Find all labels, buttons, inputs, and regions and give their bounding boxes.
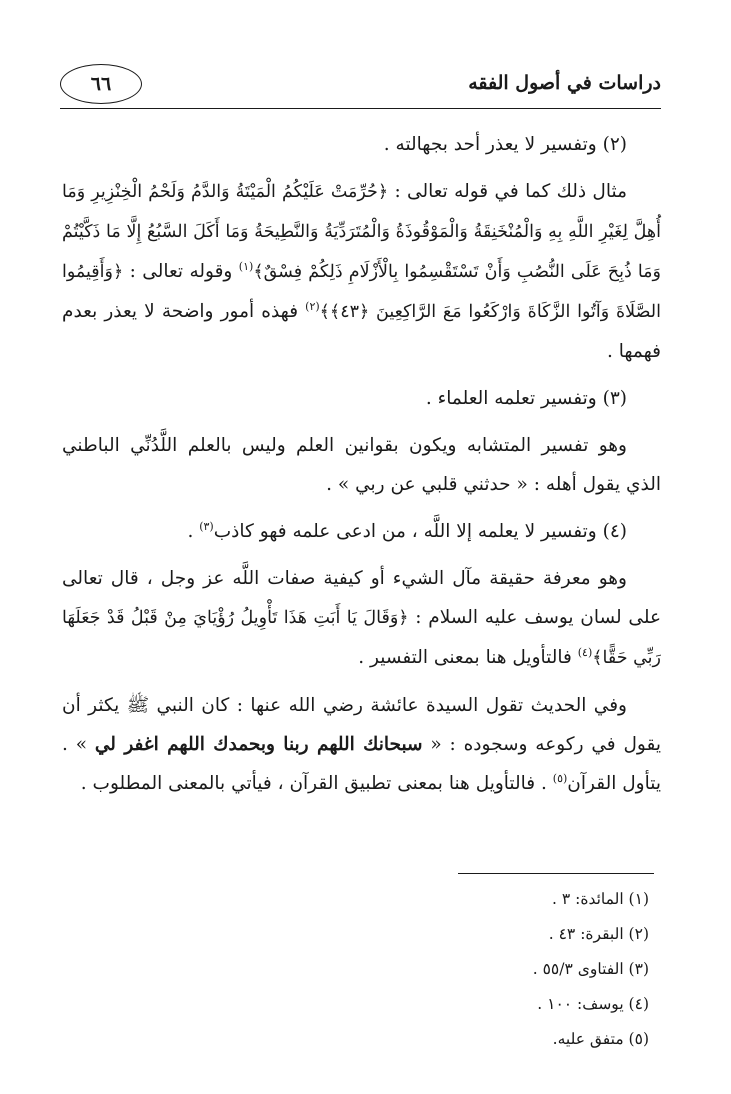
hadith-quote: سبحانك اللهم ربنا وبحمدك اللهم اغفر لي	[94, 734, 423, 755]
footnotes	[300, 882, 649, 1057]
page-header	[60, 60, 661, 108]
running-title: دراسات في أصول الفقه	[468, 72, 661, 94]
p6-intro: وهو معرفة حقيقة مآل الشيء أو كيفية صفات اللَّه عز وجل ، قال تعالى على لسان يوسف عليه السلام :	[62, 568, 661, 628]
p7-mid: » . يتأول القرآن	[62, 734, 661, 794]
p7-end: . فالتأويل هنا بمعنى تطبيق القرآن ، فيأتي بالمعنى المطلوب .	[80, 773, 553, 794]
footnote-4: (٤) يوسف: ١٠٠ .	[537, 995, 649, 1013]
p2-mid: وقوله تعالى :	[123, 261, 239, 282]
header-rule	[60, 108, 661, 109]
footnote-ref-5: (٥)	[552, 771, 568, 785]
p5-end: .	[187, 521, 200, 542]
paragraph-7	[62, 686, 661, 803]
footnote-ref-4: (٤)	[577, 645, 593, 659]
paragraph-4: وهو تفسير المتشابه ويكون بقوانين العلم وليس بالعلم اللَّدُنِّي الباطني الذي يقول أهله : « حدثني قلبي عن ربي » .	[62, 435, 661, 495]
footnote-2: (٢) البقرة: ٤٣ .	[548, 925, 649, 943]
page-number: ٦٦	[60, 64, 142, 104]
p7-intro: وفي الحديث تقول السيدة عائشة رضي الله عنها : كان النبي ﷺ يكثر أن يقول في ركوعه وسجوده : «	[62, 695, 661, 755]
footnote-5: (٥) متفق عليه.	[552, 1030, 649, 1048]
quran-verse-1: ﴿حُرِّمَتْ عَلَيْكُمُ الْمَيْتَةُ وَالدَّمُ وَلَحْمُ الْخِنْزِيرِ وَمَا أُهِلَّ لِغَيْرِ اللَّهِ بِهِ وَالْمُنْخَنِقَةُ وَالْمَوْقُوذَةُ وَالْمُتَرَدِّيَةُ وَالنَّطِيحَةُ وَمَا أَكَلَ السَّبُعُ إِلَّا مَا ذَكَّيْتُمْ وَمَا ذُبِحَ عَلَى النُّصُبِ وَأَنْ تَسْتَقْسِمُوا بِالْأَزْلَامِ ذَلِكُمْ فِسْقٌ﴾	[62, 182, 661, 282]
footnote-rule	[458, 873, 654, 874]
footnote-3: (٣) الفتاوى ٥٥/٣ .	[532, 960, 649, 978]
p6-end: فالتأويل هنا بمعنى التفسير .	[358, 647, 578, 668]
paragraph-5	[62, 512, 661, 551]
paragraph-6	[62, 559, 661, 678]
footnote-ref-2: (٢)	[305, 299, 320, 313]
footnote-ref-3: (٣)	[199, 519, 214, 533]
quran-verse-3: ﴿وَقَالَ يَا أَبَتِ هَذَا تَأْوِيلُ رُؤْيَايَ مِنْ قَبْلُ قَدْ جَعَلَهَا رَبِّي حَقًّا﴾	[62, 608, 661, 668]
quran-verse-2: ﴿وَأَقِيمُوا الصَّلَاةَ وَآتُوا الزَّكَاةَ وَارْكَعُوا مَعَ الرَّاكِعِينَ ﴿٤٣﴾﴾	[62, 262, 661, 322]
main-text	[62, 125, 661, 803]
p5-text: (٤) وتفسير لا يعلمه إلا اللَّه ، من ادعى علمه فهو كاذب	[213, 521, 627, 542]
footnote-ref-1: (١)	[238, 259, 254, 273]
paragraph-2	[62, 172, 661, 371]
paragraph-3: (٣) وتفسير تعلمه العلماء .	[425, 388, 627, 409]
paragraph-1: (٢) وتفسير لا يعذر أحد بجهالته .	[383, 134, 627, 155]
footnote-1: (١) المائدة: ٣ .	[552, 890, 649, 908]
p2-end: فهذه أمور واضحة لا يعذر بعدم فهمها .	[62, 301, 661, 362]
p2-intro: مثال ذلك كما في قوله تعالى :	[388, 181, 627, 202]
